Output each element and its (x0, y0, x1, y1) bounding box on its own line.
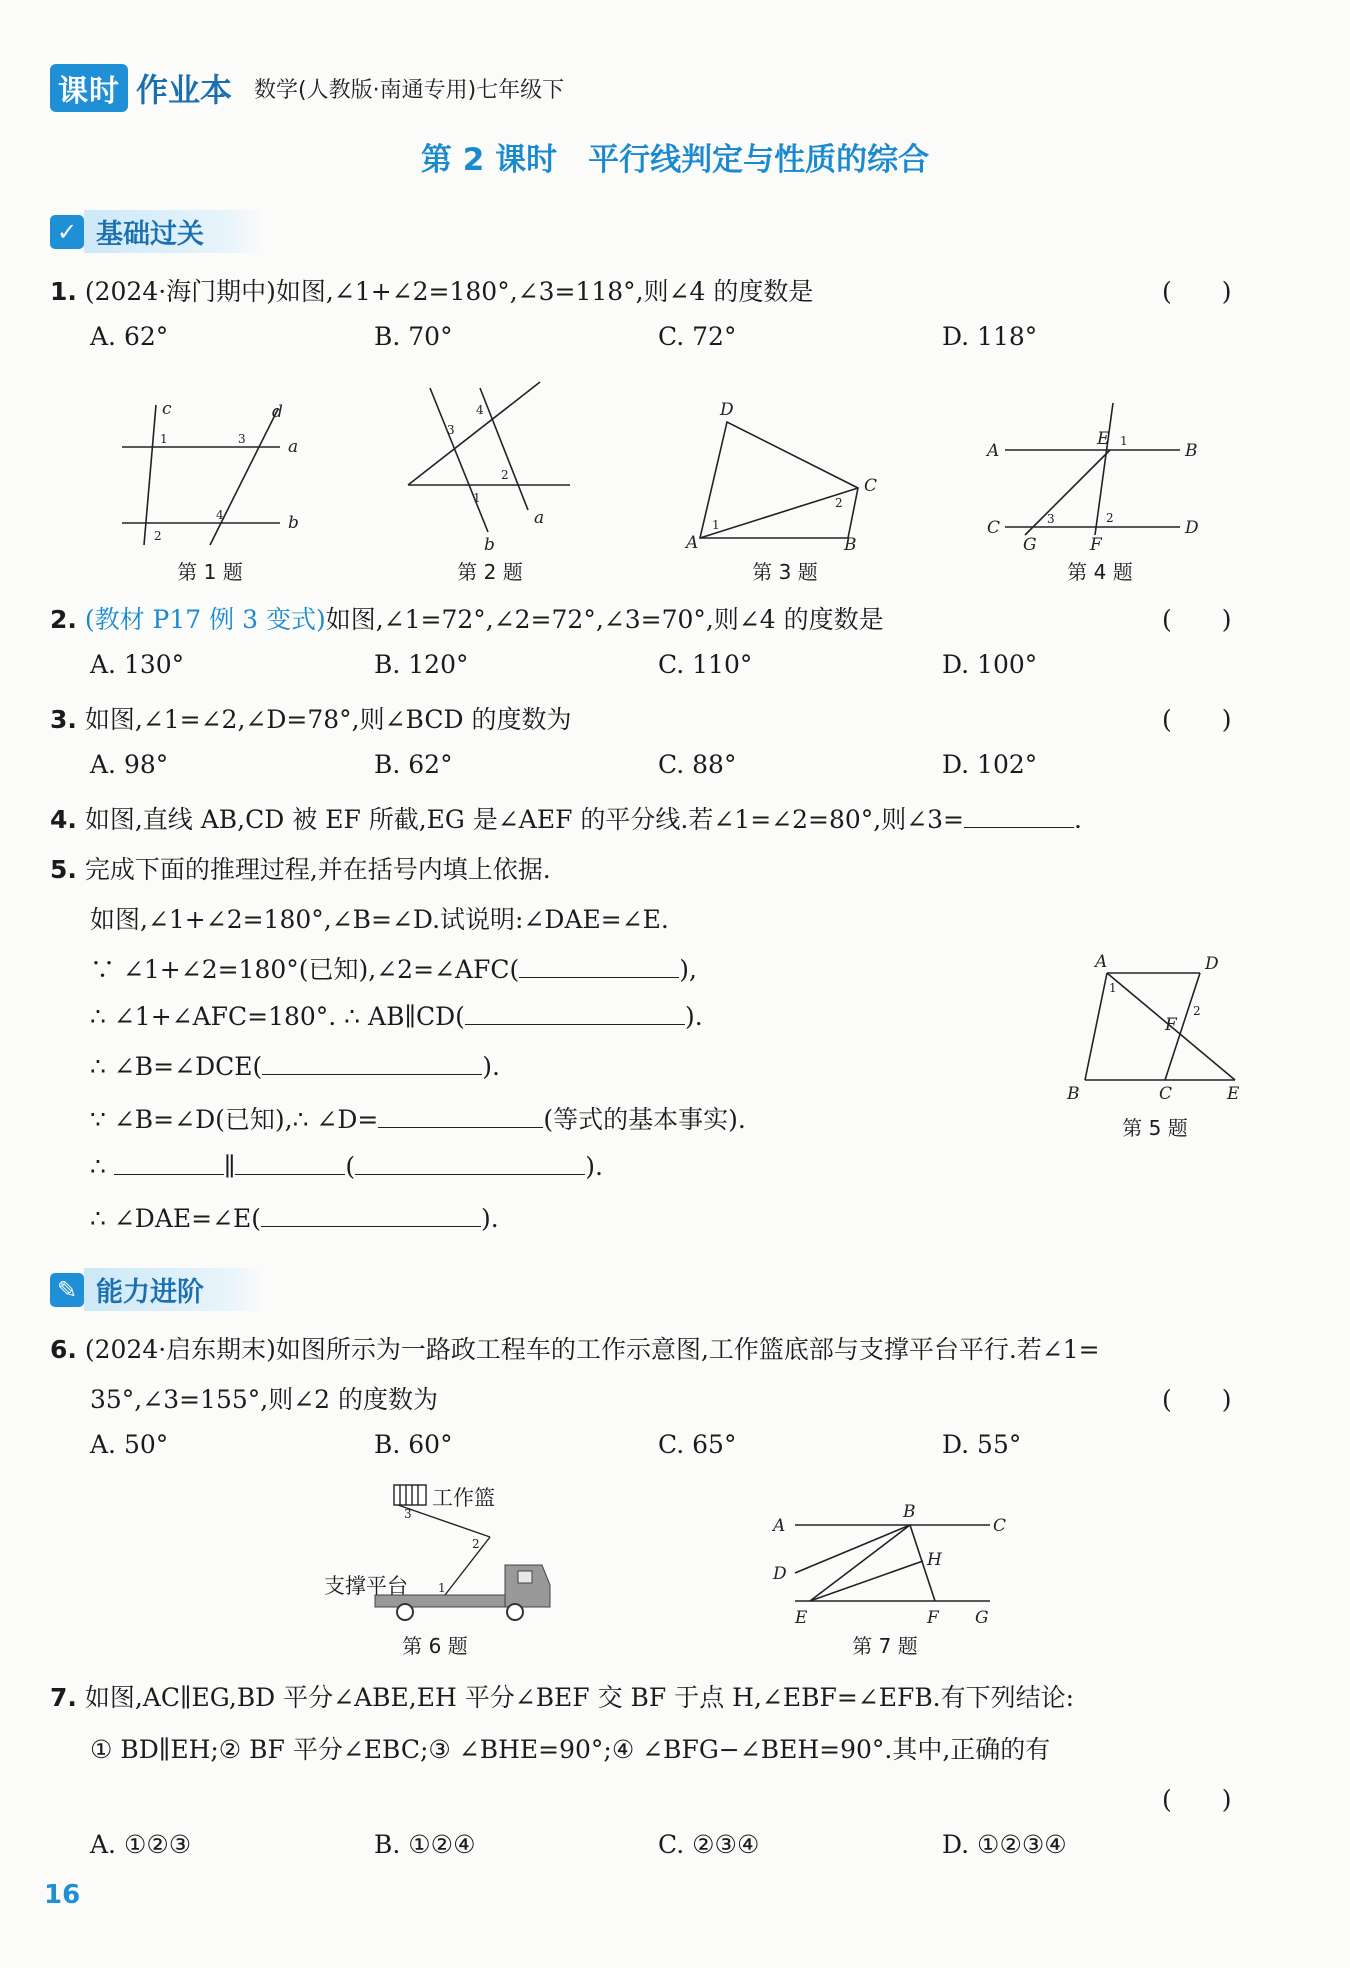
question-6 (50, 1330, 1100, 1366)
q5-blank-6[interactable] (235, 1150, 345, 1175)
f4-angle-3: 3 (1047, 512, 1055, 526)
f7-label-G: G (975, 1608, 989, 1628)
q3-answer-paren[interactable]: ( ) (1162, 705, 1232, 734)
f6-angle-2: 2 (472, 1537, 480, 1551)
section-advance-label: 能力进阶 (84, 1268, 264, 1311)
f1-angle-1: 1 (160, 432, 168, 446)
f5-label-E: E (1227, 1084, 1240, 1104)
f4-angle-1: 1 (1120, 434, 1128, 448)
q5-l1-text: ∵ ∠1+∠2=180°(已知),∠2=∠AFC( (90, 955, 520, 984)
f5-label-C: C (1159, 1084, 1173, 1104)
q5-l3-text: ∴ ∠B=∠DCE( (90, 1052, 263, 1081)
f3-angle-2: 2 (835, 496, 843, 510)
q2-source: (教材 P17 例 3 变式) (84, 605, 326, 634)
f4-label-B: B (1185, 441, 1198, 461)
q6-option-b[interactable]: B. 60° (374, 1430, 453, 1459)
q1-answer-paren[interactable]: ( ) (1162, 277, 1232, 306)
figure-5 (1055, 945, 1255, 1110)
q5-given: 如图,∠1+∠2=180°,∠B=∠D.试说明:∠DAE=∠E. (90, 905, 669, 934)
f4-label-C: C (987, 518, 1001, 538)
figure-1-caption: 第 1 题 (177, 560, 243, 584)
q5-blank-5[interactable] (114, 1150, 224, 1175)
q6-option-d[interactable]: D. 55° (942, 1430, 1022, 1459)
f1-angle-3: 3 (238, 432, 246, 446)
f6-angle-1: 1 (438, 1581, 446, 1595)
q4-text: 如图,直线 AB,CD 被 EF 所截,EG 是∠AEF 的平分线.若∠1=∠2=80°,则∠3= (84, 805, 964, 834)
q6-number: 6. (50, 1335, 77, 1364)
figure-6-basket-label: 工作篮 (432, 1486, 495, 1510)
page-number: 16 (44, 1880, 81, 1910)
lesson-title: 第 2 课时 平行线判定与性质的综合 (420, 142, 930, 178)
f3-label-D: D (720, 400, 734, 420)
q5-l5-end: ). (585, 1152, 603, 1181)
q5-blank-1[interactable] (519, 953, 679, 978)
q7-text-2: ① BD∥EH;② BF 平分∠EBC;③ ∠BHE=90°;④ ∠BFG−∠BEH=90°.其中,正确的有 (90, 1735, 1051, 1764)
q2-answer-paren[interactable]: ( ) (1162, 605, 1232, 634)
f7-label-C: C (993, 1516, 1007, 1536)
question-5 (50, 850, 551, 886)
figure-6-caption: 第 6 题 (402, 1634, 468, 1658)
figure-4-caption: 第 4 题 (1067, 560, 1133, 584)
figure-3 (680, 395, 890, 555)
q7-option-d[interactable]: D. ①②③④ (942, 1830, 1067, 1859)
f5-label-F: F (1165, 1015, 1177, 1035)
f2-label-a: a (534, 508, 545, 528)
figure-2-caption: 第 2 题 (457, 560, 523, 584)
q5-l2-text: ∴ ∠1+∠AFC=180°. ∴ AB∥CD( (90, 1002, 465, 1031)
f4-label-A: A (987, 441, 1000, 461)
f4-label-G: G (1023, 535, 1037, 550)
f5-angle-1: 1 (1109, 981, 1117, 995)
q7-option-b[interactable]: B. ①②④ (374, 1830, 476, 1859)
q5-blank-7[interactable] (355, 1150, 585, 1175)
q1-option-b[interactable]: B. 70° (374, 322, 453, 351)
f4-label-F: F (1090, 535, 1102, 550)
q6-text-1: (2024·启东期末)如图所示为一路政工程车的工作示意图,工作篮底部与支撑平台平行.若∠1= (84, 1335, 1100, 1364)
pencil-icon: ✎ (50, 1273, 84, 1307)
f2-angle-3: 3 (447, 423, 455, 437)
q2-option-c[interactable]: C. 110° (658, 650, 753, 679)
f5-label-D: D (1205, 954, 1219, 974)
q6-option-a[interactable]: A. 50° (90, 1430, 169, 1459)
f7-label-F: F (927, 1608, 939, 1628)
f7-label-E: E (795, 1608, 808, 1628)
figure-6-platform-label: 支撑平台 (324, 1574, 408, 1598)
f1-angle-4: 4 (216, 508, 224, 522)
f5-angle-2: 2 (1193, 1004, 1201, 1018)
q2-number: 2. (50, 605, 77, 634)
question-7 (50, 1678, 1074, 1714)
q5-blank-4[interactable] (378, 1103, 543, 1128)
figure-2 (400, 370, 590, 555)
q5-l3-end: ). (482, 1052, 500, 1081)
q2-option-b[interactable]: B. 120° (374, 650, 469, 679)
q3-option-b[interactable]: B. 62° (374, 750, 453, 779)
question-3 (50, 700, 572, 736)
q5-l6-end: ). (481, 1204, 499, 1233)
f1-label-c: c (162, 399, 172, 419)
question-2 (50, 600, 884, 636)
q5-blank-8[interactable] (261, 1202, 481, 1227)
figure-4 (985, 400, 1215, 550)
f2-angle-1: 1 (473, 491, 481, 505)
section-basic-label: 基础过关 (84, 210, 264, 253)
figure-5-caption: 第 5 题 (1122, 1116, 1188, 1140)
figure-1 (110, 395, 310, 550)
q3-text: 如图,∠1=∠2,∠D=78°,则∠BCD 的度数为 (84, 705, 572, 734)
f7-label-A: A (773, 1516, 786, 1536)
f1-angle-2: 2 (154, 529, 162, 543)
q5-l1-end: ), (679, 955, 697, 984)
q1-option-a[interactable]: A. 62° (90, 322, 169, 351)
f4-label-D: D (1185, 518, 1199, 538)
f7-label-B: B (903, 1502, 916, 1522)
f1-label-a: a (288, 437, 299, 457)
section-advance (50, 1268, 264, 1311)
q7-option-c[interactable]: C. ②③④ (658, 1830, 760, 1859)
section-basic (50, 210, 264, 253)
q5-l5-open: ( (345, 1152, 356, 1181)
q5-line-4 (90, 1100, 746, 1136)
f5-label-B: B (1067, 1084, 1080, 1104)
f2-angle-2: 2 (501, 468, 509, 482)
figure-3-caption: 第 3 题 (752, 560, 818, 584)
q7-text-1: 如图,AC∥EG,BD 平分∠ABE,EH 平分∠BEF 交 BF 于点 H,∠EBF=∠EFB.有下列结论: (84, 1683, 1075, 1712)
q1-number: 1. (50, 277, 77, 306)
f7-label-D: D (773, 1564, 787, 1584)
f6-angle-3: 3 (404, 1507, 412, 1521)
q3-number: 3. (50, 705, 77, 734)
q2-text: 如图,∠1=72°,∠2=72°,∠3=70°,则∠4 的度数是 (325, 605, 884, 634)
q6-option-c[interactable]: C. 65° (658, 1430, 737, 1459)
q2-option-a[interactable]: A. 130° (90, 650, 185, 679)
q5-line-5 (90, 1150, 603, 1181)
q5-blank-3[interactable] (262, 1050, 482, 1075)
f3-label-A: A (686, 533, 699, 553)
q5-l4-end: (等式的基本事实). (543, 1105, 746, 1134)
q5-line-3 (90, 1050, 500, 1081)
brand-logo: 课时 (50, 64, 128, 112)
q5-line-2 (90, 1000, 703, 1031)
q1-option-c[interactable]: C. 72° (658, 322, 737, 351)
q4-number: 4. (50, 805, 77, 834)
q6-answer-paren[interactable]: ( ) (1162, 1385, 1232, 1414)
question-4 (50, 800, 1082, 836)
figure-7-caption: 第 7 题 (852, 1634, 918, 1658)
figure-7 (765, 1495, 1015, 1630)
question-1 (50, 272, 813, 308)
q4-answer-blank[interactable] (964, 803, 1074, 828)
f5-label-A: A (1095, 952, 1108, 972)
f1-label-d: d (272, 402, 283, 422)
f4-angle-2: 2 (1106, 511, 1114, 525)
q6-text-2: 35°,∠3=155°,则∠2 的度数为 (90, 1385, 439, 1414)
q3-option-c[interactable]: C. 88° (658, 750, 737, 779)
q7-option-a[interactable]: A. ①②③ (90, 1830, 192, 1859)
q4-end: . (1074, 805, 1082, 834)
header-brand (50, 64, 564, 112)
q5-l4-text: ∵ ∠B=∠D(已知),∴ ∠D= (90, 1105, 379, 1134)
q1-text: (2024·海门期中)如图,∠1+∠2=180°,∠3=118°,则∠4 的度数是 (84, 277, 814, 306)
q5-blank-2[interactable] (465, 1000, 685, 1025)
q5-text: 完成下面的推理过程,并在括号内填上依据. (84, 855, 551, 884)
q2-option-d[interactable]: D. 100° (942, 650, 1038, 679)
f3-label-B: B (844, 535, 857, 555)
q5-line-6 (90, 1202, 499, 1233)
book-subtitle: 数学(人教版·南通专用)七年级下 (254, 77, 565, 103)
checkbox-icon: ✓ (50, 215, 84, 249)
q5-l5-parallel: ∥ (223, 1152, 236, 1181)
brand-title: 作业本 (136, 71, 233, 109)
q3-option-d[interactable]: D. 102° (942, 750, 1038, 779)
q7-answer-paren[interactable]: ( ) (1162, 1785, 1232, 1814)
f2-label-b: b (484, 535, 495, 555)
q5-l6-text: ∴ ∠DAE=∠E( (90, 1204, 262, 1233)
f7-label-H: H (927, 1550, 942, 1570)
f1-label-b: b (288, 513, 299, 533)
q7-number: 7. (50, 1683, 77, 1712)
q5-l5-text: ∴ (90, 1152, 114, 1181)
f4-label-E: E (1097, 429, 1110, 449)
q5-number: 5. (50, 855, 77, 884)
q5-l2-end: ). (684, 1002, 703, 1031)
q5-line-1 (90, 950, 697, 986)
f2-angle-4: 4 (476, 403, 484, 417)
q3-option-a[interactable]: A. 98° (90, 750, 169, 779)
f3-label-C: C (864, 476, 878, 496)
f3-angle-1: 1 (712, 518, 720, 532)
q1-option-d[interactable]: D. 118° (942, 322, 1038, 351)
